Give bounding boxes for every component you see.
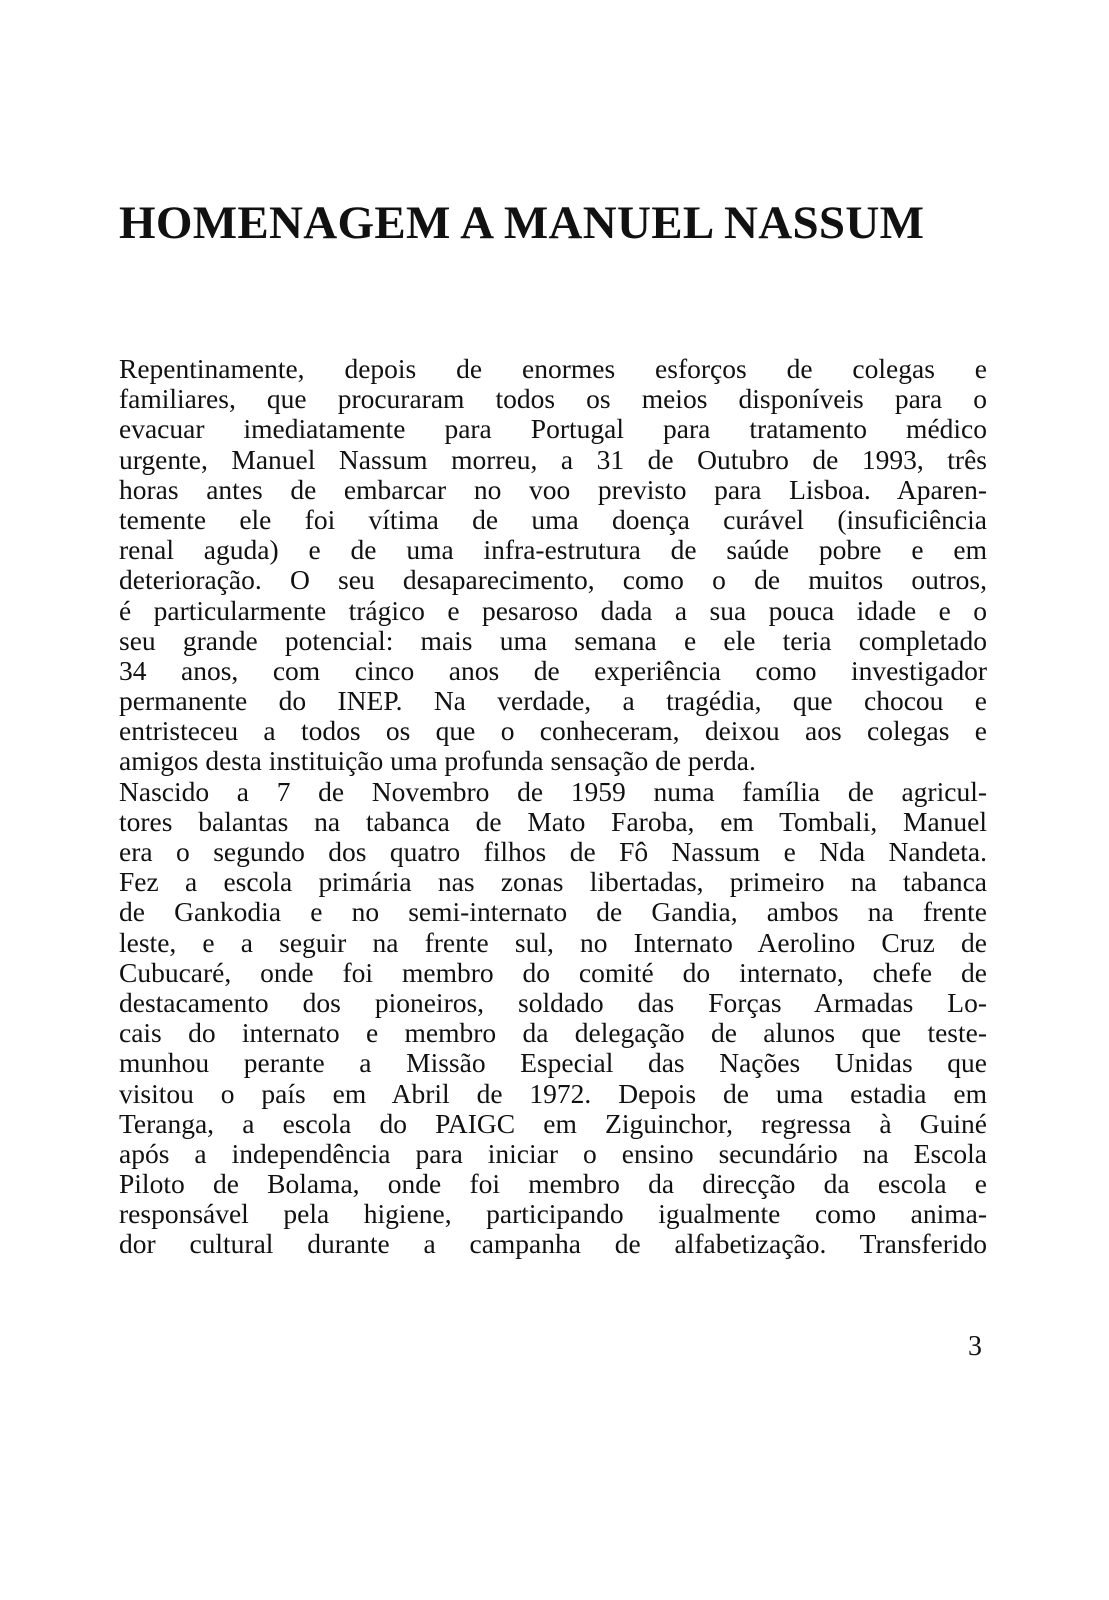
page-number: 3 bbox=[968, 1331, 982, 1362]
text-line: 34 anos, com cinco anos de experiência como investigador bbox=[119, 654, 987, 686]
text-line: entristeceu a todos os que o conheceram, deixou aos colegas e bbox=[119, 715, 987, 747]
text-line: temente ele foi vítima de uma doença curável (insuficiência bbox=[119, 503, 987, 535]
text-line: permanente do INEP. Na verdade, a tragédia, que chocou e bbox=[119, 685, 987, 717]
text-line: Fez a escola primária nas zonas libertadas, primeiro na tabanca bbox=[119, 866, 987, 898]
text-line: Nascido a 7 de Novembro de 1959 numa família de agricul- bbox=[119, 775, 987, 807]
page-title: HOMENAGEM A MANUEL NASSUM bbox=[119, 197, 925, 249]
text-line: evacuar imediatamente para Portugal para tratamento médico bbox=[119, 413, 987, 445]
text-line: leste, e a seguir na frente sul, no Internato Aerolino Cruz de bbox=[119, 926, 987, 958]
text-line: familiares, que procuraram todos os meios disponíveis para o bbox=[119, 383, 987, 415]
text-line: dor cultural durante a campanha de alfabetização. Transferido bbox=[119, 1228, 987, 1260]
text-line: urgente, Manuel Nassum morreu, a 31 de Outubro de 1993, três bbox=[119, 443, 987, 475]
text-line: munhou perante a Missão Especial das Nações Unidas que bbox=[119, 1047, 987, 1079]
text-line: renal aguda) e de uma infra-estrutura de saúde pobre e em bbox=[119, 534, 987, 566]
text-line: após a independência para iniciar o ensino secundário na Escola bbox=[119, 1137, 987, 1169]
text-line: era o segundo dos quatro filhos de Fô Nassum e Nda Nandeta. bbox=[119, 836, 987, 867]
text-line: visitou o país em Abril de 1972. Depois de uma estadia em bbox=[119, 1077, 987, 1109]
text-line: destacamento dos pioneiros, soldado das Forças Armadas Lo- bbox=[119, 986, 987, 1018]
text-line: de Gankodia e no semi-internato de Gandia, ambos na frente bbox=[119, 896, 987, 928]
text-line: é particularmente trágico e pesaroso dada a sua pouca idade e o bbox=[119, 594, 987, 626]
text-line: Repentinamente, depois de enormes esforços de colegas e bbox=[119, 353, 987, 384]
text-line: Teranga, a escola do PAIGC em Ziguinchor, regressa à Guiné bbox=[119, 1107, 987, 1139]
text-line: seu grande potencial: mais uma semana e ele teria completado bbox=[119, 624, 987, 656]
text-line: deterioração. O seu desaparecimento, como o de muitos outros, bbox=[119, 564, 987, 596]
text-line: amigos desta instituição uma profunda sensação de perda. bbox=[119, 745, 756, 777]
text-line: responsável pela higiene, participando igualmente como anima- bbox=[119, 1198, 987, 1230]
text-line: horas antes de embarcar no voo previsto para Lisboa. Aparen- bbox=[119, 473, 987, 505]
text-line: Cubucaré, onde foi membro do comité do internato, chefe de bbox=[119, 956, 987, 988]
text-line: tores balantas na tabanca de Mato Faroba, em Tombali, Manuel bbox=[119, 805, 987, 837]
text-line: cais do internato e membro da delegação de alunos que teste- bbox=[119, 1017, 987, 1049]
text-line: Piloto de Bolama, onde foi membro da direcção da escola e bbox=[119, 1168, 987, 1200]
body-text bbox=[119, 354, 987, 1260]
